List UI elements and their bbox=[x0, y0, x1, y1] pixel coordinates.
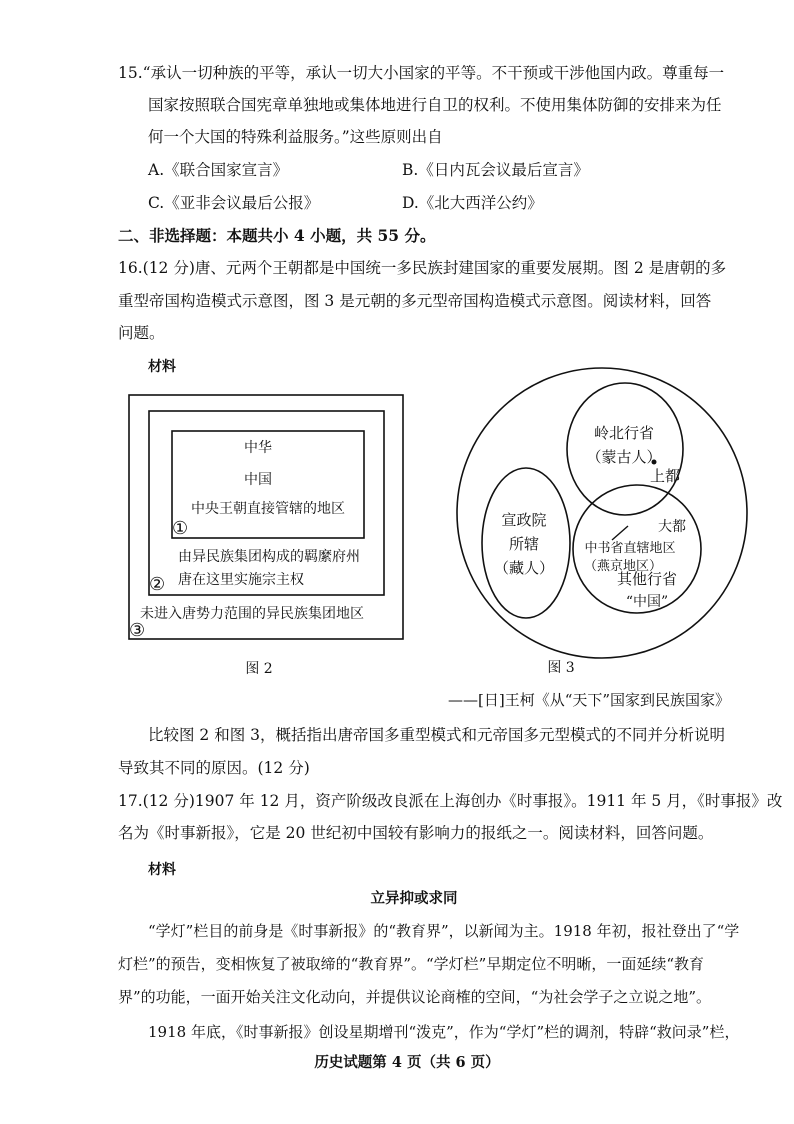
fig3-caption: 图 3 bbox=[547, 660, 575, 676]
q17-paragraph-line2: 灯栏”的预告，变相恢复了被取缔的“教育界”。“学灯栏”早期定位不明晰，一面延续“教育 bbox=[118, 955, 705, 973]
q17-paragraph-line1: “学灯”栏目的前身是《时事新报》的“教育界”，以新闻为主。1918 年初，报社登出了“学 bbox=[148, 922, 740, 940]
fig3-label-tibetan: （藏人） bbox=[493, 559, 555, 577]
q17-line1: 17.(12 分)1907 年 12 月，资产阶级改良派在上海创办《时事报》。1911 年 5 月，《时事报》改 bbox=[118, 792, 783, 810]
q17-paragraph-line3: 界”的功能，一面开始关注文化动向，并提供议论商榷的空间，“为社会学子之立说之地”。 bbox=[118, 988, 712, 1006]
fig2-marker-3: ③ bbox=[129, 620, 146, 641]
q15-option-a: A.《联合国家宣言》 bbox=[148, 161, 289, 179]
fig3-label-yanjing: （燕京地区） bbox=[583, 559, 663, 574]
fig3-label-lingbei: 岭北行省 bbox=[593, 424, 655, 442]
q15-line2: 国家按照联合国宪章单独地或集体地进行自卫的权利。不使用集体防御的安排来为任 bbox=[148, 96, 722, 114]
fig3-label-suoxia: 所辖 bbox=[508, 535, 540, 553]
section-heading: 二、非选择题：本题共小 4 小题，共 55 分。 bbox=[118, 226, 436, 245]
fig2-caption: 图 2 bbox=[245, 661, 273, 677]
q16-ask-line1: 比较图 2 和图 3，概括指出唐帝国多重型模式和元帝国多元型模式的不同并分析说明 bbox=[148, 726, 726, 744]
q16-ask-line2: 导致其不同的原因。(12 分) bbox=[118, 759, 310, 777]
fig2-label-outside: 未进入唐势力范围的异民族集团地区 bbox=[140, 606, 364, 622]
fig2-marker-2: ② bbox=[149, 574, 166, 595]
fig2-label-suzerainty: 唐在这里实施宗主权 bbox=[178, 572, 304, 588]
fig3-label-china: “中国” bbox=[625, 594, 669, 610]
q16-material-label: 材料 bbox=[148, 359, 176, 375]
fig3-label-xuanzheng: 宣政院 bbox=[501, 511, 547, 529]
q17-material-label: 材料 bbox=[148, 862, 176, 878]
fig2-label-central: 中央王朝直接管辖的地区 bbox=[191, 501, 345, 517]
fig3-label-shangdu: 上都 bbox=[649, 467, 681, 485]
q15-option-c: C.《亚非会议最后公报》 bbox=[148, 194, 320, 212]
q16-source: ——[日]王柯《从“天下”国家到民族国家》 bbox=[448, 691, 731, 709]
q17-paragraph-line4: 1918 年底，《时事新报》创设星期增刊“泼克”，作为“学灯”栏的调剂，特辟“救问录”栏， bbox=[148, 1023, 740, 1041]
fig2-marker-1: ① bbox=[172, 518, 189, 539]
q16-line1: 16.(12 分)唐、元两个王朝都是中国统一多民族封建国家的重要发展期。图 2 是唐朝的多 bbox=[118, 259, 727, 277]
q15-option-b: B.《日内瓦会议最后宣言》 bbox=[402, 161, 589, 179]
q16-line3: 问题。 bbox=[118, 324, 165, 342]
q15-line1: 15.“承认一切种族的平等，承认一切大小国家的平等。不干预或干涉他国内政。尊重每一 bbox=[118, 64, 725, 82]
fig2-label-zhonghua: 中华 bbox=[244, 440, 272, 456]
q17-line2: 名为《时事新报》，它是 20 世纪初中国较有影响力的报纸之一。阅读材料，回答问题。 bbox=[118, 824, 714, 842]
q15-line3: 何一个大国的特殊利益服务。”这些原则出自 bbox=[148, 128, 443, 146]
page-footer: 历史试题第 4 页（共 6 页） bbox=[314, 1054, 500, 1071]
fig3-label-mongol: （蒙古人） bbox=[586, 448, 662, 466]
q17-material-title: 立异抑或求同 bbox=[370, 890, 458, 907]
fig3-label-other-provinces: 其他行省 bbox=[616, 570, 678, 588]
fig2-label-jimi: 由异民族集团构成的羁縻府州 bbox=[178, 549, 360, 565]
q15-option-d: D.《北大西洋公约》 bbox=[402, 194, 543, 212]
fig2-label-zhongguo: 中国 bbox=[244, 472, 272, 488]
q16-line2: 重型帝国构造模式示意图，图 3 是元朝的多元型帝国构造模式示意图。阅读材料，回答 bbox=[118, 292, 712, 310]
fig3-label-zhongshu: 中书省直辖地区 bbox=[584, 541, 676, 556]
fig3-label-dadu: 大都 bbox=[658, 519, 686, 535]
